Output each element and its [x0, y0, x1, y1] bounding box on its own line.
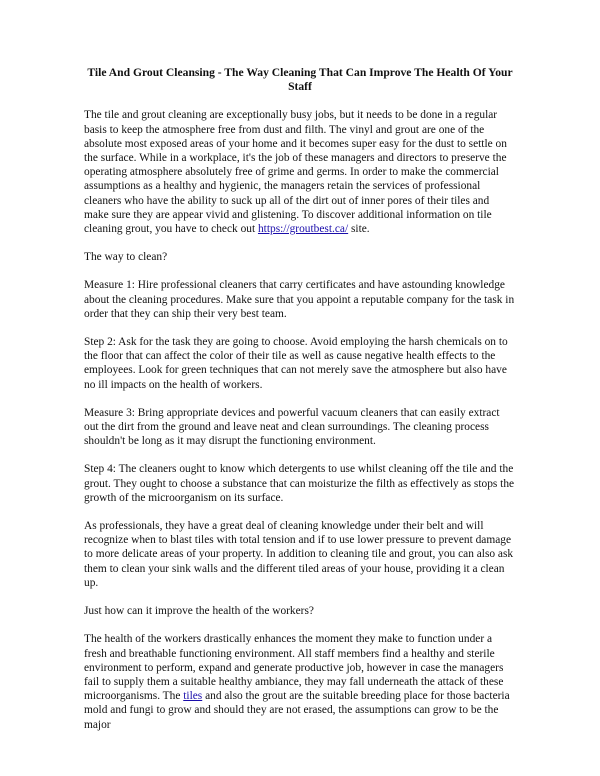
health-text-end: and also the grout are the suitable breeding place for those bacteria mold and fungi to grow and should they are not erased, the assumptions can grow to be the major — [84, 690, 510, 731]
step-3-paragraph: Measure 3: Bring appropriate devices and powerful vacuum cleaners that can easily extract out the dirt from the ground and leave neat and clean surroundings. The cleaning process shouldn't be long as it may disrupt the functioning environment. — [84, 406, 500, 448]
groutbest-link[interactable]: https://groutbest.ca/ — [257, 223, 349, 236]
health-paragraph — [84, 632, 516, 731]
intro-text-end: site. — [348, 223, 370, 236]
professionals-paragraph: As professionals, they have a great deal of cleaning knowledge under their belt and will recognize when to blast tiles with total tension and if to use lower pressure to prevent damage to more delicate areas of your property. In addition to cleaning tile and grout, you can also ask them to clean your sink walls and the different tiled areas of your house, providing it a clean up. — [84, 520, 514, 589]
health-text: The health of the workers drastically enhances the moment they make to function under a fresh and breathable functioning environment. All staff members find a healthy and sterile environment to perform, expand and generate productive job, however in case the managers fail to supply them a suitable healthy ambiance, they may fall underneath the attack of these microorganisms. The — [84, 633, 504, 703]
question-health: Just how can it improve the health of the workers? — [84, 605, 314, 618]
step-1-paragraph: Measure 1: Hire professional cleaners that carry certificates and have astounding knowledge about the cleaning procedures. Make sure that you appoint a reputable company for the task in order that they can ship their very best team. — [84, 279, 515, 320]
step-2-paragraph: Step 2: Ask for the task they are going to choose. Avoid employing the harsh chemicals on to the floor that can affect the color of their tile as well as cause negative health effects to the employees. Look for green techniques that can not merely save the atmosphere but also have no ill impacts on the health of workers. — [84, 336, 508, 391]
step-4-paragraph: Step 4: The cleaners ought to know which detergents to use whilst cleaning off the tile and the grout. They ought to choose a substance that can moisturize the filth as effectively as stops the growth of the microorganism on its surface. — [84, 463, 515, 504]
intro-text: The tile and grout cleaning are exceptionally busy jobs, but it needs to be done in a regular basis to keep the atmosphere free from dust and filth. The vinyl and grout are one of the absolute most exposed areas of your home and it becomes super easy for the dust to settle on the surface. While in a workplace, it's the job of these managers and directors to preserve the operating atmosphere absolutely free of grime and germs. In order to make the commercial assumptions as a healthy and hygienic, the managers retain the services of professional cleaners who have the ability to suck up all of the dirt out of inner pores of their tiles and make sure they are appear vivid and glistening. To discover additional information on tile cleaning grout, you have to check out — [84, 109, 507, 236]
tiles-link[interactable]: tiles — [183, 690, 203, 703]
question-how-to-clean: The way to clean? — [84, 251, 168, 264]
document-title: Tile And Grout Cleansing - The Way Cleaning That Can Improve The Health Of Your Staff — [87, 66, 513, 94]
intro-paragraph — [84, 108, 516, 236]
